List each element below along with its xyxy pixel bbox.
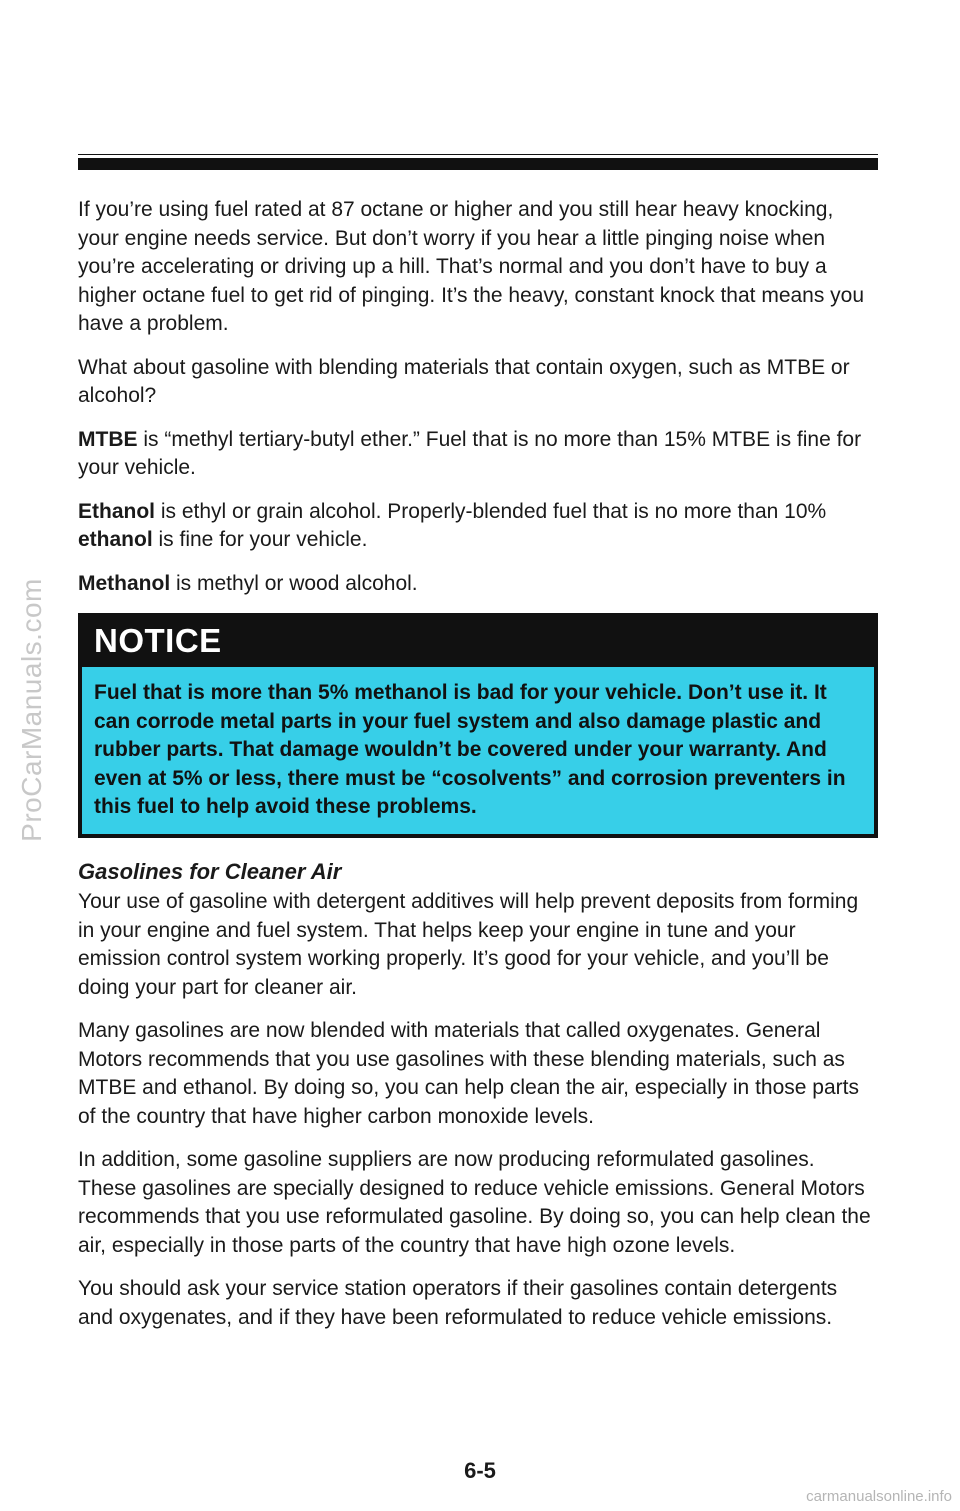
term-methanol: Methanol — [78, 571, 171, 595]
notice-body: Fuel that is more than 5% methanol is bad for your vehicle. Don’t use it. It can corrode metal parts in your fuel system and also damage plastic and rubber parts. That damage wouldn’t be covered under your warranty. And even at 5% or less, there must be “cosolvents” and corrosion preventers in this fuel to help avoid these problems. — [94, 681, 846, 818]
notice-box — [78, 613, 878, 838]
methanol-text: is methyl or wood alcohol. — [170, 571, 418, 595]
ethanol-text-b: is fine for your vehicle. — [152, 528, 368, 551]
paragraph-blending-question: What about gasoline with blending materials that contain oxygen, such as MTBE or alcohol? — [78, 355, 850, 407]
term-ethanol: Ethanol — [78, 499, 155, 523]
top-rule — [78, 158, 878, 170]
page-number: 6-5 — [464, 1458, 496, 1483]
section-title: Gasolines for Cleaner Air — [78, 858, 342, 884]
footer-watermark: carmanualsonline.info — [806, 1488, 952, 1505]
notice-heading: NOTICE — [82, 617, 874, 667]
page-content — [78, 196, 878, 1347]
paragraph-methanol — [78, 570, 878, 599]
ethanol-text-a: is ethyl or grain alcohol. Properly-blended fuel that is no more than 10% — [155, 499, 827, 523]
term-ethanol-inline: ethanol — [78, 528, 153, 551]
paragraph-ethanol — [78, 498, 878, 555]
mtbe-text: is “methyl tertiary-butyl ether.” Fuel that is no more than 15% MTBE is fine for your vehicle. — [78, 427, 862, 479]
paragraph-detergent: Your use of gasoline with detergent additives will help prevent deposits from forming in your engine and fuel system. That helps keep your engine in tune and your emission control system working properly. It’s good for your vehicle, and you’ll be doing your part for cleaner air. — [78, 890, 859, 999]
term-mtbe: MTBE — [78, 427, 138, 451]
paragraph-mtbe — [78, 426, 878, 483]
paragraph-oxygenates: Many gasolines are now blended with materials that called oxygenates. General Motors recommends that you use gasolines with these blending materials, such as MTBE and ethanol. By doing so, you can help clean the air, especially in those parts of the country that have higher carbon monoxide levels. — [78, 1019, 859, 1128]
paragraph-knocking: If you’re using fuel rated at 87 octane or higher and you still hear heavy knocking, your engine needs service. But don’t worry if you hear a little pinging noise when you’re accelerating or driving up a hill. That’s normal and you don’t have to buy a higher octane fuel to get rid of pinging. It’s the heavy, constant knock that means you have a problem. — [78, 198, 865, 335]
side-watermark — [12, 520, 52, 900]
paragraph-reformulated: In addition, some gasoline suppliers are now producing reformulated gasolines. These gasolines are specially designed to reduce vehicle emissions. General Motors recommends that you use reformulated gasoline. By doing so, you can help clean the air, especially in those parts of the country that have high ozone levels. — [78, 1148, 871, 1257]
side-watermark-text: ProCarManuals.com — [16, 578, 48, 842]
paragraph-ask-operators: You should ask your service station operators if their gasolines contain detergents and oxygenates, and if they have been reformulated to reduce vehicle emissions. — [78, 1277, 838, 1329]
